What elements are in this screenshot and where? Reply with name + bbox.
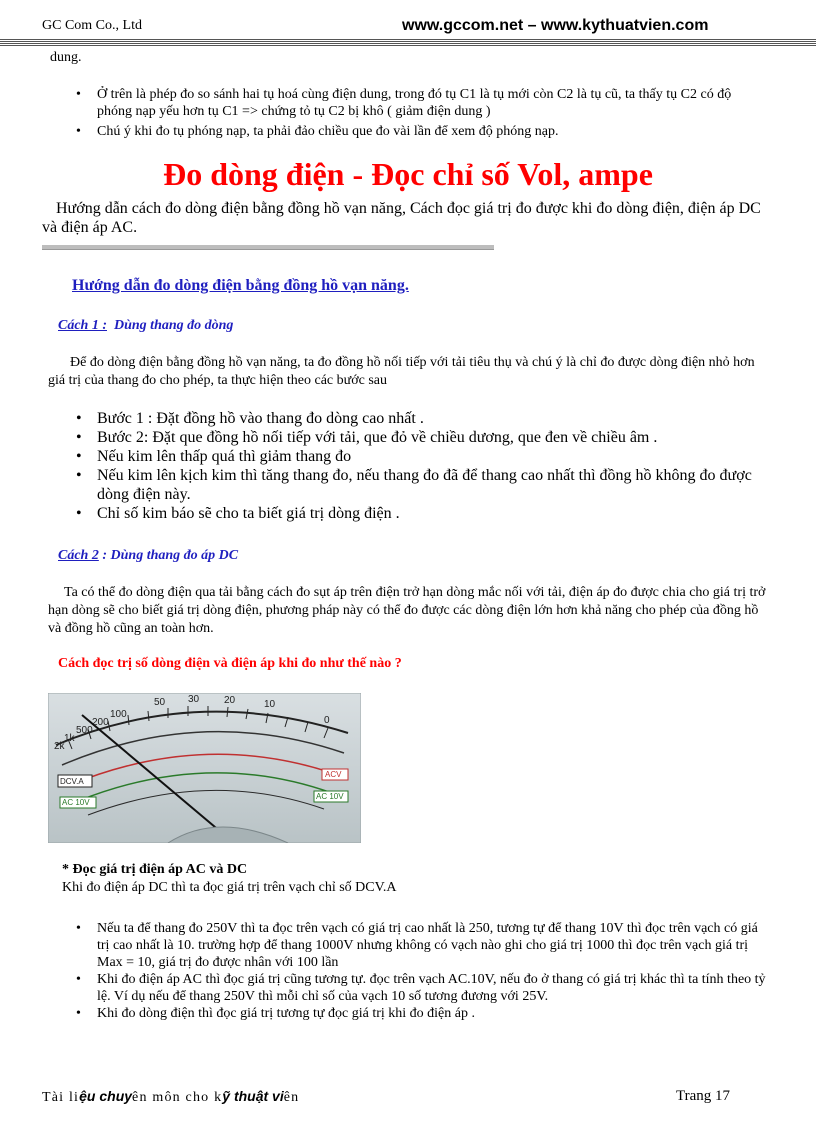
top-bullet-list: [64, 86, 764, 140]
section-intro: Hướng dẫn cách đo dòng điện bằng đồng hồ vạn năng, Cách đọc giá trị đo được khi đo dòng điện, điện áp DC và điện áp AC.: [42, 200, 761, 236]
scale-number: 10: [264, 699, 276, 710]
meter-label-acv: ACV: [325, 770, 342, 779]
method2-heading: [50, 548, 238, 564]
header-rule: [0, 39, 816, 48]
scale-number: 20: [224, 695, 236, 706]
voltage-subtext: Khi đo điện áp DC thì ta đọc giá trị trên vạch chỉ số DCV.A: [62, 880, 397, 895]
scale-number: 2k: [54, 741, 65, 752]
list-item: • Chú ý khi đo tụ phóng nạp, ta phải đảo chiều que đo vài lần để xem độ phóng nạp.: [64, 123, 764, 140]
method2-title: : Dùng thang đo áp DC: [102, 548, 239, 563]
scale-number: 200: [92, 717, 109, 728]
guide-heading[interactable]: Hướng dẫn đo dòng điện bằng đồng hồ vạn năng.: [72, 277, 409, 294]
scale-number: 0: [324, 715, 330, 726]
scale-number: 1k: [64, 733, 75, 744]
list-item: • Nếu kim lên thấp quá thì giảm thang đo: [64, 447, 770, 466]
reading-heading: Cách đọc trị số dòng điện và điện áp khi đo như thế nào ?: [58, 656, 402, 671]
method1-label[interactable]: Cách 1 :: [58, 318, 107, 333]
scale-number: 500: [76, 725, 93, 736]
continuation-text: dung.: [50, 50, 82, 65]
header-websites[interactable]: www.gccom.net – www.kythuatvien.com: [402, 17, 709, 34]
list-item: • Khi đo dòng điện thì đọc giá trị tương tự đọc giá trị khi đo điện áp .: [64, 1005, 770, 1022]
method1-text: Để đo dòng điện bằng đồng hồ vạn năng, ta đo đồng hồ nối tiếp với tải tiêu thụ và chú ý là chỉ đo được dòng điện nhỏ hơn giá trị của thang đo cho phép, ta thực hiện theo các bước sau: [48, 355, 755, 388]
voltage-bullets: [64, 920, 770, 1022]
method1-heading: [58, 318, 233, 334]
method2-text: Ta có thể đo dòng điện qua tải bằng cách đo sụt áp trên điện trở hạn dòng mắc nối với tải, điện áp đo được chia cho giá trị trở hạn dòng sẽ cho biết giá trị dòng điện, phương pháp này có thể đo được các dòng điện lớn hơn khả năng cho phép của đồng hồ và đồng hồ cũng an toàn hơn.: [48, 585, 766, 636]
meter-label-dcva: DCV.A: [60, 777, 84, 786]
list-item: • Nếu ta để thang đo 250V thì ta đọc trên vạch có giá trị cao nhất là 250, tương tự để thang 10V thì đọc trên vạch có giá trị cao nhất là 10. trường hợp để thang 1000V nhưng không có vạch nào ghi cho giá trị 1000 thì đọc trên vạch giá trị Max = 10, giá trị đo được nhân với 100 lần: [64, 920, 770, 971]
multimeter-scale-image: [48, 693, 361, 843]
header-company: GC Com Co., Ltd: [42, 18, 142, 33]
method1-steps: [64, 409, 770, 523]
scale-number: 30: [188, 694, 200, 705]
method2-label[interactable]: Cách 2: [58, 548, 99, 563]
method1-title: Dùng thang đo dòng: [114, 318, 234, 333]
list-item: • Ở trên là phép đo so sánh hai tụ hoá cùng điện dung, trong đó tụ C1 là tụ mới còn C2 là tụ cũ, ta thấy tụ C2 có độ phóng nạp yếu hơn tụ C1 => chứng tỏ tụ C2 bị khô ( giảm điện dung ): [64, 86, 764, 120]
section-title: Đo dòng điện - Đọc chỉ số Vol, ampe: [163, 156, 653, 192]
meter-label-ac10v-right: AC 10V: [316, 792, 344, 801]
separator: [42, 245, 494, 250]
voltage-heading: * Đọc giá trị điện áp AC và DC: [62, 862, 248, 877]
list-item: • Nếu kim lên kịch kim thì tăng thang đo, nếu thang đo đã để thang cao nhất thì đồng hồ không đo được dòng điện này.: [64, 466, 770, 504]
footer-document-title: Tài liệu chuyên môn cho kỹ thuật viên: [42, 1088, 300, 1105]
scale-number: 100: [110, 709, 127, 720]
list-item: • Khi đo điện áp AC thì đọc giá trị cũng tương tự. đọc trên vạch AC.10V, nếu đo ở thang có giá trị khác thì ta tính theo tỷ lệ. Ví dụ nếu để thang 250V thì mỗi chỉ số của vạch 10 số tương đương với 25V.: [64, 971, 770, 1005]
list-item: • Bước 1 : Đặt đồng hồ vào thang đo dòng cao nhất .: [64, 409, 770, 428]
scale-number: 50: [154, 697, 166, 708]
list-item: • Bước 2: Đặt que đồng hồ nối tiếp với tải, que đỏ về chiều dương, que đen về chiều âm .: [64, 428, 770, 447]
footer-page-number: Trang 17: [676, 1088, 731, 1104]
meter-label-ac10v: AC 10V: [62, 798, 90, 807]
list-item: • Chỉ số kim báo sẽ cho ta biết giá trị dòng điện .: [64, 504, 770, 523]
